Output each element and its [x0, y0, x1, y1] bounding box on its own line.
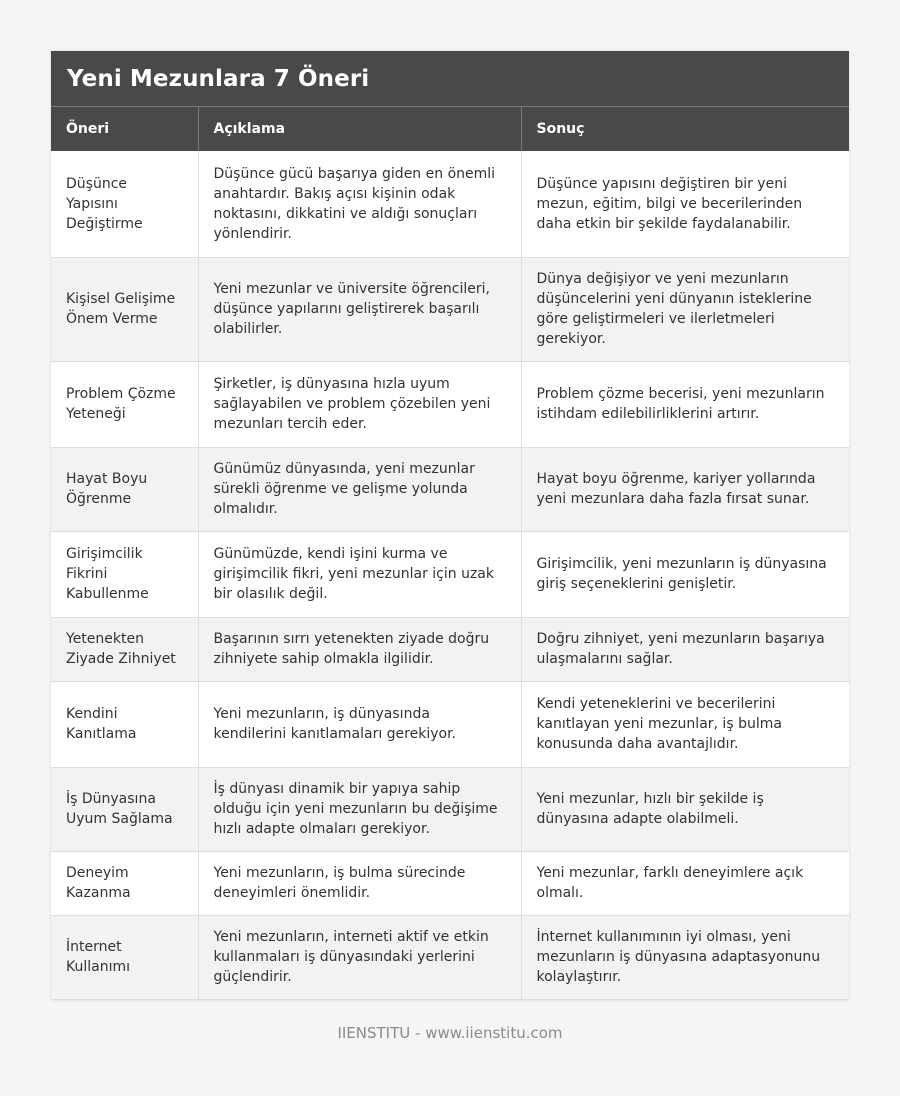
recommendations-card: [51, 51, 849, 1000]
cell-sonuc: Doğru zihniyet, yeni mezunların başarıya ulaşmalarını sağlar.: [521, 617, 849, 681]
cell-aciklama: Yeni mezunların, interneti aktif ve etkin kullanmaları iş dünyasındaki yerlerini güçlendirir.: [198, 915, 521, 999]
column-header-sonuc: Sonuç: [521, 107, 849, 151]
table-row: [51, 851, 849, 915]
cell-oneri: İnternet Kullanımı: [51, 915, 198, 999]
cell-aciklama: Düşünce gücü başarıya giden en önemli anahtardır. Bakış açısı kişinin odak noktasını, dikkatini ve aldığı sonuçları yönlendirir.: [198, 151, 521, 257]
cell-oneri: Kendini Kanıtlama: [51, 681, 198, 767]
cell-oneri: Deneyim Kazanma: [51, 851, 198, 915]
cell-sonuc: Yeni mezunlar, hızlı bir şekilde iş dünyasına adapte olabilmeli.: [521, 767, 849, 851]
cell-oneri: Problem Çözme Yeteneği: [51, 361, 198, 447]
cell-aciklama: Günümüz dünyasında, yeni mezunlar sürekli öğrenme ve gelişme yolunda olmalıdır.: [198, 447, 521, 531]
cell-oneri: Düşünce Yapısını Değiştirme: [51, 151, 198, 257]
cell-sonuc: Problem çözme becerisi, yeni mezunların istihdam edilebilirliklerini artırır.: [521, 361, 849, 447]
cell-aciklama: Başarının sırrı yetenekten ziyade doğru zihniyete sahip olmakla ilgilidir.: [198, 617, 521, 681]
cell-aciklama: Şirketler, iş dünyasına hızla uyum sağlayabilen ve problem çözebilen yeni mezunları tercih eder.: [198, 361, 521, 447]
cell-oneri: İş Dünyasına Uyum Sağlama: [51, 767, 198, 851]
table-row: [51, 447, 849, 531]
cell-sonuc: İnternet kullanımının iyi olması, yeni mezunların iş dünyasına adaptasyonunu kolaylaştırır.: [521, 915, 849, 999]
table-row: [51, 617, 849, 681]
cell-oneri: Hayat Boyu Öğrenme: [51, 447, 198, 531]
cell-aciklama: İş dünyası dinamik bir yapıya sahip olduğu için yeni mezunların bu değişime hızlı adapte olmaları gerekiyor.: [198, 767, 521, 851]
column-header-aciklama: Açıklama: [198, 107, 521, 151]
cell-aciklama: Yeni mezunlar ve üniversite öğrencileri, düşünce yapılarını geliştirerek başarılı olabilirler.: [198, 257, 521, 361]
table-row: [51, 151, 849, 257]
cell-aciklama: Yeni mezunların, iş dünyasında kendilerini kanıtlamaları gerekiyor.: [198, 681, 521, 767]
table-row: [51, 681, 849, 767]
recommendations-table: [51, 107, 849, 1000]
cell-sonuc: Kendi yeteneklerini ve becerilerini kanıtlayan yeni mezunlar, iş bulma konusunda daha avantajlıdır.: [521, 681, 849, 767]
table-row: [51, 257, 849, 361]
cell-oneri: Kişisel Gelişime Önem Verme: [51, 257, 198, 361]
header-row: [51, 107, 849, 151]
cell-sonuc: Dünya değişiyor ve yeni mezunların düşüncelerini yeni dünyanın isteklerine göre geliştirmeleri ve ilerletmeleri gerekiyor.: [521, 257, 849, 361]
cell-sonuc: Hayat boyu öğrenme, kariyer yollarında yeni mezunlara daha fazla fırsat sunar.: [521, 447, 849, 531]
footer-credit: IIENSTITU - www.iienstitu.com: [337, 1024, 563, 1042]
table-row: [51, 767, 849, 851]
cell-aciklama: Günümüzde, kendi işini kurma ve girişimcilik fikri, yeni mezunlar için uzak bir olasılık değil.: [198, 531, 521, 617]
column-header-oneri: Öneri: [51, 107, 198, 151]
cell-sonuc: Yeni mezunlar, farklı deneyimlere açık olmalı.: [521, 851, 849, 915]
cell-aciklama: Yeni mezunların, iş bulma sürecinde deneyimleri önemlidir.: [198, 851, 521, 915]
cell-oneri: Girişimcilik Fikrini Kabullenme: [51, 531, 198, 617]
cell-sonuc: Girişimcilik, yeni mezunların iş dünyasına giriş seçeneklerini genişletir.: [521, 531, 849, 617]
table-title: Yeni Mezunlara 7 Öneri: [67, 65, 370, 92]
table-row: [51, 361, 849, 447]
cell-sonuc: Düşünce yapısını değiştiren bir yeni mezun, eğitim, bilgi ve becerilerinden daha etkin bir şekilde faydalanabilir.: [521, 151, 849, 257]
cell-oneri: Yetenekten Ziyade Zihniyet: [51, 617, 198, 681]
table-row: [51, 531, 849, 617]
table-row: [51, 915, 849, 999]
table-title-bar: [51, 51, 849, 107]
